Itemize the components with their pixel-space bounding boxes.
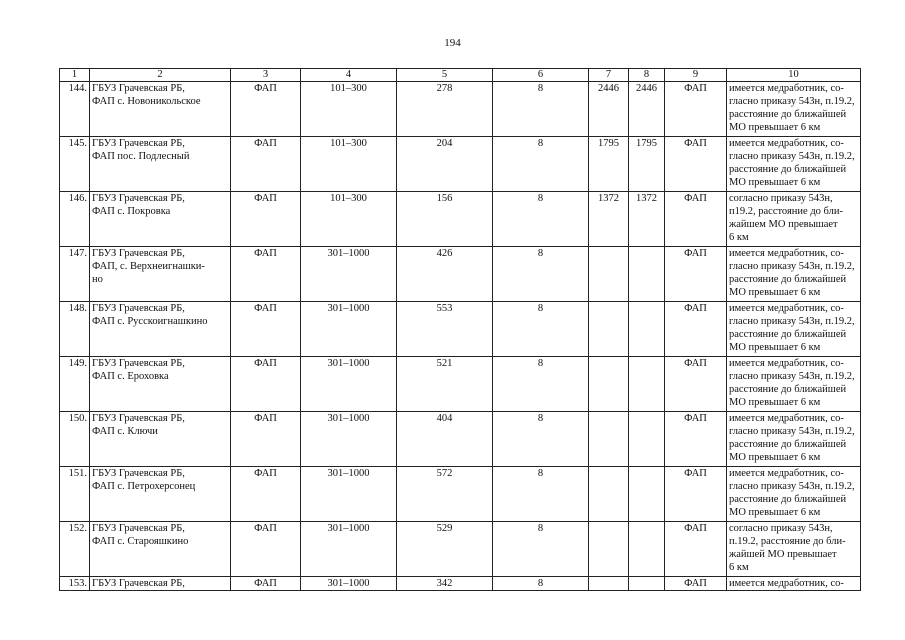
column-9-cell: ФАП xyxy=(665,577,727,591)
column-7-cell xyxy=(589,302,629,357)
facility-type-cell: ФАП xyxy=(231,192,301,247)
column-7-cell xyxy=(589,522,629,577)
facility-type-cell: ФАП xyxy=(231,577,301,591)
note-cell xyxy=(727,522,861,577)
note-cell-line: расстояние до ближайшей xyxy=(729,439,847,450)
table-row xyxy=(60,467,861,522)
column-header: 2 xyxy=(90,69,231,82)
facility-name-cell-line: ГБУЗ Грачевская РБ, xyxy=(92,358,185,369)
facility-name-cell-line: ФАП с. Ероховка xyxy=(92,371,169,382)
column-header: 5 xyxy=(397,69,493,82)
note-cell xyxy=(727,357,861,412)
facility-type-cell: ФАП xyxy=(231,302,301,357)
table-row xyxy=(60,192,861,247)
facility-name-cell-line: ФАП пос. Подлесный xyxy=(92,151,190,162)
population-range-cell: 301–1000 xyxy=(301,577,397,591)
column-header: 10 xyxy=(727,69,861,82)
note-cell-line: МО превышает 6 км xyxy=(729,287,821,298)
table-row xyxy=(60,137,861,192)
column-9-cell: ФАП xyxy=(665,522,727,577)
facility-name-cell-line: ФАП, с. Верхнеигнашки- xyxy=(92,261,205,272)
facility-name-cell xyxy=(90,137,231,192)
facility-name-cell xyxy=(90,247,231,302)
column-7-cell: 2446 xyxy=(589,82,629,137)
note-cell-line: 6 км xyxy=(729,232,749,243)
column-header: 8 xyxy=(629,69,665,82)
column-8-cell xyxy=(629,467,665,522)
population-cell: 404 xyxy=(397,412,493,467)
column-9-cell: ФАП xyxy=(665,357,727,412)
population-range-cell: 301–1000 xyxy=(301,412,397,467)
column-8-cell xyxy=(629,577,665,591)
population-cell: 156 xyxy=(397,192,493,247)
population-range-cell: 301–1000 xyxy=(301,522,397,577)
facility-type-cell: ФАП xyxy=(231,247,301,302)
column-7-cell xyxy=(589,357,629,412)
note-cell-line: имеется медработник, со- xyxy=(729,83,844,94)
column-8-cell: 1372 xyxy=(629,192,665,247)
column-7-cell xyxy=(589,247,629,302)
column-7-cell xyxy=(589,577,629,591)
note-cell-line: имеется медработник, со- xyxy=(729,303,844,314)
population-cell: 553 xyxy=(397,302,493,357)
note-cell-line: МО превышает 6 км xyxy=(729,452,821,463)
column-6-cell: 8 xyxy=(493,302,589,357)
population-range-cell: 301–1000 xyxy=(301,467,397,522)
note-cell-line: МО превышает 6 км xyxy=(729,177,821,188)
column-7-cell xyxy=(589,467,629,522)
population-range-cell: 301–1000 xyxy=(301,357,397,412)
facility-type-cell: ФАП xyxy=(231,522,301,577)
row-number-cell: 145. xyxy=(60,137,90,192)
facility-name-cell-line: ФАП с. Покровка xyxy=(92,206,171,217)
column-6-cell: 8 xyxy=(493,467,589,522)
note-cell-line: расстояние до ближайшей xyxy=(729,109,847,120)
population-cell: 521 xyxy=(397,357,493,412)
column-9-cell: ФАП xyxy=(665,412,727,467)
column-6-cell: 8 xyxy=(493,522,589,577)
column-6-cell: 8 xyxy=(493,137,589,192)
facility-name-cell xyxy=(90,522,231,577)
table-row xyxy=(60,302,861,357)
row-number-cell: 151. xyxy=(60,467,90,522)
facility-name-cell xyxy=(90,302,231,357)
facility-name-cell-line: ФАП с. Русскоигнашкино xyxy=(92,316,208,327)
column-8-cell: 1795 xyxy=(629,137,665,192)
note-cell-line: п19.2, расстояние до бли- xyxy=(729,206,843,217)
facility-name-cell xyxy=(90,412,231,467)
facility-name-cell-line: ГБУЗ Грачевская РБ, xyxy=(92,138,185,149)
facility-name-cell-line: ФАП с. Ключи xyxy=(92,426,158,437)
facility-name-cell xyxy=(90,357,231,412)
column-9-cell: ФАП xyxy=(665,302,727,357)
table-row xyxy=(60,412,861,467)
column-8-cell: 2446 xyxy=(629,82,665,137)
column-header: 6 xyxy=(493,69,589,82)
note-cell-line: расстояние до ближайшей xyxy=(729,494,847,505)
note-cell-line: имеется медработник, со- xyxy=(729,468,844,479)
note-cell-line: согласно приказу 543н, xyxy=(729,523,833,534)
population-range-cell: 301–1000 xyxy=(301,302,397,357)
facility-name-cell-line: ФАП с. Старояшкино xyxy=(92,536,189,547)
note-cell-line: гласно приказу 543н, п.19.2, xyxy=(729,426,855,437)
row-number-cell: 150. xyxy=(60,412,90,467)
column-header: 3 xyxy=(231,69,301,82)
note-cell-line: имеется медработник, со- xyxy=(729,413,844,424)
table-row xyxy=(60,357,861,412)
note-cell-line: МО превышает 6 км xyxy=(729,342,821,353)
note-cell-line: гласно приказу 543н, п.19.2, xyxy=(729,316,855,327)
note-cell-line: имеется медработник, со- xyxy=(729,358,844,369)
population-cell: 278 xyxy=(397,82,493,137)
column-7-cell xyxy=(589,412,629,467)
note-cell xyxy=(727,412,861,467)
column-8-cell xyxy=(629,302,665,357)
note-cell-line: МО превышает 6 км xyxy=(729,397,821,408)
column-6-cell: 8 xyxy=(493,82,589,137)
table-row xyxy=(60,577,861,591)
note-cell-line: 6 км xyxy=(729,562,749,573)
column-8-cell xyxy=(629,357,665,412)
facility-name-cell-line: ГБУЗ Грачевская РБ, xyxy=(92,578,185,589)
note-cell-line: МО превышает 6 км xyxy=(729,507,821,518)
note-cell-line: гласно приказу 543н, п.19.2, xyxy=(729,371,855,382)
facility-type-cell: ФАП xyxy=(231,467,301,522)
note-cell-line: гласно приказу 543н, п.19.2, xyxy=(729,481,855,492)
column-6-cell: 8 xyxy=(493,577,589,591)
population-cell: 426 xyxy=(397,247,493,302)
row-number-cell: 149. xyxy=(60,357,90,412)
column-8-cell xyxy=(629,412,665,467)
facility-name-cell-line: ГБУЗ Грачевская РБ, xyxy=(92,523,185,534)
facility-name-cell-line: ГБУЗ Грачевская РБ, xyxy=(92,468,185,479)
column-header: 7 xyxy=(589,69,629,82)
facility-name-cell-line: но xyxy=(92,274,103,285)
note-cell-line: гласно приказу 543н, п.19.2, xyxy=(729,151,855,162)
note-cell xyxy=(727,82,861,137)
note-cell-line: имеется медработник, со- xyxy=(729,578,844,589)
row-number-cell: 148. xyxy=(60,302,90,357)
facility-type-cell: ФАП xyxy=(231,357,301,412)
note-cell xyxy=(727,302,861,357)
population-range-cell: 101–300 xyxy=(301,82,397,137)
column-9-cell: ФАП xyxy=(665,137,727,192)
note-cell xyxy=(727,467,861,522)
column-header: 4 xyxy=(301,69,397,82)
population-range-cell: 101–300 xyxy=(301,137,397,192)
note-cell-line: расстояние до ближайшей xyxy=(729,384,847,395)
note-cell xyxy=(727,577,861,591)
row-number-cell: 146. xyxy=(60,192,90,247)
facility-table xyxy=(59,68,861,591)
facility-type-cell: ФАП xyxy=(231,412,301,467)
note-cell-line: жайшем МО превышает xyxy=(729,219,838,230)
facility-name-cell-line: ФАП с. Петрохерсонец xyxy=(92,481,196,492)
note-cell-line: гласно приказу 543н, п.19.2, xyxy=(729,96,855,107)
facility-type-cell: ФАП xyxy=(231,137,301,192)
population-cell: 342 xyxy=(397,577,493,591)
column-7-cell: 1372 xyxy=(589,192,629,247)
column-8-cell xyxy=(629,247,665,302)
facility-type-cell: ФАП xyxy=(231,82,301,137)
facility-name-cell xyxy=(90,82,231,137)
note-cell-line: МО превышает 6 км xyxy=(729,122,821,133)
facility-name-cell xyxy=(90,467,231,522)
note-cell-line: согласно приказу 543н, xyxy=(729,193,833,204)
table-row xyxy=(60,247,861,302)
facility-name-cell-line: ГБУЗ Грачевская РБ, xyxy=(92,303,185,314)
table-row xyxy=(60,82,861,137)
column-header: 1 xyxy=(60,69,90,82)
facility-name-cell xyxy=(90,192,231,247)
facility-name-cell xyxy=(90,577,231,591)
note-cell-line: расстояние до ближайшей xyxy=(729,329,847,340)
population-cell: 572 xyxy=(397,467,493,522)
note-cell-line: п.19.2, расстояние до бли- xyxy=(729,536,846,547)
column-9-cell: ФАП xyxy=(665,192,727,247)
page-number: 194 xyxy=(444,37,461,49)
facility-name-cell-line: ГБУЗ Грачевская РБ, xyxy=(92,83,185,94)
note-cell-line: гласно приказу 543н, п.19.2, xyxy=(729,261,855,272)
note-cell-line: расстояние до ближайшей xyxy=(729,274,847,285)
facility-name-cell-line: ФАП с. Новоникольское xyxy=(92,96,201,107)
column-header: 9 xyxy=(665,69,727,82)
table-header-row xyxy=(60,69,861,82)
note-cell xyxy=(727,192,861,247)
column-9-cell: ФАП xyxy=(665,82,727,137)
row-number-cell: 147. xyxy=(60,247,90,302)
population-cell: 529 xyxy=(397,522,493,577)
population-cell: 204 xyxy=(397,137,493,192)
column-6-cell: 8 xyxy=(493,357,589,412)
row-number-cell: 144. xyxy=(60,82,90,137)
row-number-cell: 152. xyxy=(60,522,90,577)
row-number-cell: 153. xyxy=(60,577,90,591)
column-8-cell xyxy=(629,522,665,577)
note-cell xyxy=(727,137,861,192)
column-9-cell: ФАП xyxy=(665,467,727,522)
note-cell xyxy=(727,247,861,302)
facility-name-cell-line: ГБУЗ Грачевская РБ, xyxy=(92,413,185,424)
column-6-cell: 8 xyxy=(493,192,589,247)
column-6-cell: 8 xyxy=(493,247,589,302)
population-range-cell: 101–300 xyxy=(301,192,397,247)
table-body xyxy=(60,82,861,591)
facility-name-cell-line: ГБУЗ Грачевская РБ, xyxy=(92,193,185,204)
note-cell-line: имеется медработник, со- xyxy=(729,138,844,149)
note-cell-line: жайшей МО превышает xyxy=(729,549,837,560)
column-6-cell: 8 xyxy=(493,412,589,467)
table-row xyxy=(60,522,861,577)
column-9-cell: ФАП xyxy=(665,247,727,302)
population-range-cell: 301–1000 xyxy=(301,247,397,302)
note-cell-line: имеется медработник, со- xyxy=(729,248,844,259)
facility-name-cell-line: ГБУЗ Грачевская РБ, xyxy=(92,248,185,259)
note-cell-line: расстояние до ближайшей xyxy=(729,164,847,175)
column-7-cell: 1795 xyxy=(589,137,629,192)
